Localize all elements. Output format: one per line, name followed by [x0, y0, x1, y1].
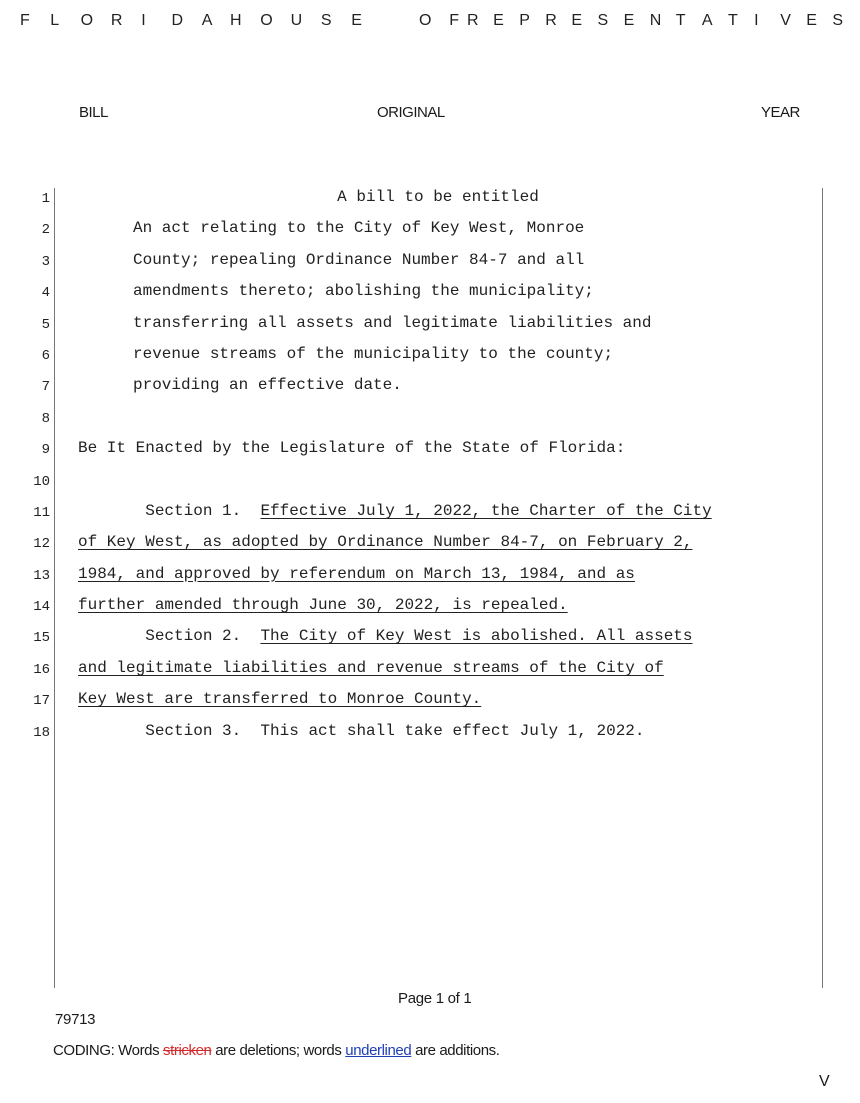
- coding-suffix: are additions.: [411, 1042, 500, 1059]
- header-letter: S: [597, 12, 609, 29]
- plain-text: Section 3. This act shall take effect July 1, 2022.: [78, 721, 645, 740]
- line-number: 4: [41, 285, 50, 302]
- line-number: 7: [41, 379, 50, 396]
- bill-line: [0, 592, 860, 623]
- line-text: [133, 219, 584, 237]
- header-letter: S: [320, 12, 332, 29]
- line-text: [78, 596, 568, 614]
- header-letter: O: [419, 12, 432, 29]
- coding-stricken-sample: stricken: [162, 1042, 212, 1059]
- bill-line: [0, 435, 860, 466]
- line-text: [78, 659, 664, 677]
- header-letter: R: [110, 12, 123, 29]
- header-letter: D: [171, 12, 184, 29]
- header-letter: P: [519, 12, 530, 29]
- plain-text: Section 2.: [78, 627, 261, 646]
- header-letter: I: [754, 12, 759, 29]
- line-text: [78, 439, 625, 457]
- plain-text: providing an effective date.: [133, 376, 402, 395]
- line-number: 10: [33, 473, 50, 490]
- inserted-text: 1984, and approved by referendum on March 13, 1984, and as: [78, 564, 635, 583]
- header-letter: E: [351, 12, 362, 29]
- bill-text: [0, 184, 860, 749]
- header-letter: H: [230, 12, 242, 29]
- header-letter: F: [20, 12, 30, 29]
- header-letter: S: [832, 12, 844, 29]
- inserted-text: Key West are transferred to Monroe County.: [78, 690, 482, 709]
- header-letter: E: [493, 12, 504, 29]
- bill-line: [0, 561, 860, 592]
- original-label: ORIGINAL: [377, 104, 445, 121]
- line-number: 9: [41, 442, 50, 459]
- bill-line: [0, 184, 860, 215]
- plain-text: amendments thereto; abolishing the municipality;: [133, 282, 594, 301]
- header-letter: E: [623, 12, 635, 29]
- bill-line: [0, 498, 860, 529]
- line-number: 14: [33, 599, 50, 616]
- inserted-text: of Key West, as adopted by Ordinance Number 84-7, on February 2,: [78, 533, 693, 552]
- header-letter: E: [571, 12, 583, 29]
- plain-text: Be It Enacted by the Legislature of the State of Florida:: [78, 439, 626, 458]
- coding-underlined-sample: underlined: [345, 1042, 412, 1059]
- line-text: [78, 627, 693, 645]
- header-letter: T: [675, 12, 686, 29]
- document-id: 79713: [55, 1011, 96, 1028]
- line-text: [78, 533, 693, 551]
- bill-line: [0, 372, 860, 403]
- header-letter: T: [728, 12, 738, 29]
- header-letter: A: [201, 12, 213, 29]
- plain-text: A bill to be entitled: [337, 188, 539, 206]
- header-letter: R: [545, 12, 557, 29]
- plain-text: revenue streams of the municipality to the county;: [133, 344, 614, 363]
- header-letter: L: [50, 12, 60, 29]
- line-text: [133, 251, 584, 269]
- header-letter: R: [467, 12, 479, 29]
- line-number: 8: [41, 410, 50, 427]
- line-number: 15: [33, 630, 50, 647]
- header-letter: A: [701, 12, 713, 29]
- bill-line: [0, 718, 860, 749]
- bill-line: [0, 404, 860, 435]
- line-number: 5: [41, 316, 50, 333]
- bill-line: [0, 278, 860, 309]
- year-label: YEAR: [761, 104, 800, 121]
- line-number: 13: [33, 567, 50, 584]
- bill-line: [0, 655, 860, 686]
- line-number: 6: [41, 347, 50, 364]
- header-letter: F: [449, 12, 460, 29]
- inserted-text: and legitimate liabilities and revenue streams of the City of: [78, 658, 664, 677]
- page-number: Page 1 of 1: [398, 990, 472, 1007]
- corner-mark: V: [819, 1073, 830, 1090]
- bill-label: BILL: [79, 104, 108, 121]
- bill-line: [0, 623, 860, 654]
- line-text: [0, 188, 860, 206]
- line-number: 18: [33, 724, 50, 741]
- plain-text: County; repealing Ordinance Number 84-7 and all: [133, 250, 585, 269]
- header-letter: O: [80, 12, 94, 29]
- line-number: 1: [41, 191, 50, 207]
- header-letter: E: [806, 12, 817, 29]
- line-text: [78, 502, 712, 520]
- header-letter: N: [649, 12, 662, 29]
- inserted-text: The City of Key West is abolished. All assets: [260, 627, 693, 646]
- header-letter: O: [260, 12, 273, 29]
- bill-line: [0, 215, 860, 246]
- bill-line: [0, 247, 860, 278]
- line-text: [133, 282, 594, 300]
- line-number: 3: [41, 253, 50, 270]
- line-number: 12: [33, 536, 50, 553]
- plain-text: transferring all assets and legitimate liabilities and: [133, 313, 652, 332]
- line-text: [78, 565, 635, 583]
- line-number: 16: [33, 661, 50, 678]
- line-text: [133, 314, 651, 332]
- line-text: [78, 722, 645, 740]
- plain-text: Section 1.: [78, 501, 261, 520]
- bill-line: [0, 686, 860, 717]
- coding-middle: are deletions; words: [211, 1042, 346, 1059]
- header-letter: U: [290, 12, 303, 29]
- plain-text: An act relating to the City of Key West, Monroe: [133, 219, 585, 238]
- line-number: 2: [41, 222, 50, 239]
- bill-line: [0, 310, 860, 341]
- bill-line: [0, 467, 860, 498]
- line-text: [133, 345, 613, 363]
- header-letter: V: [780, 12, 791, 29]
- bill-line: [0, 341, 860, 372]
- coding-legend: [53, 1042, 500, 1059]
- bill-line: [0, 529, 860, 560]
- header-letter: I: [141, 12, 146, 29]
- line-number: 11: [33, 504, 50, 521]
- line-text: [78, 690, 481, 708]
- line-number: 17: [33, 693, 50, 710]
- coding-prefix: CODING: Words: [53, 1042, 163, 1059]
- inserted-text: Effective July 1, 2022, the Charter of the City: [260, 501, 712, 520]
- inserted-text: further amended through June 30, 2022, is repealed.: [78, 596, 568, 615]
- line-text: [133, 376, 402, 394]
